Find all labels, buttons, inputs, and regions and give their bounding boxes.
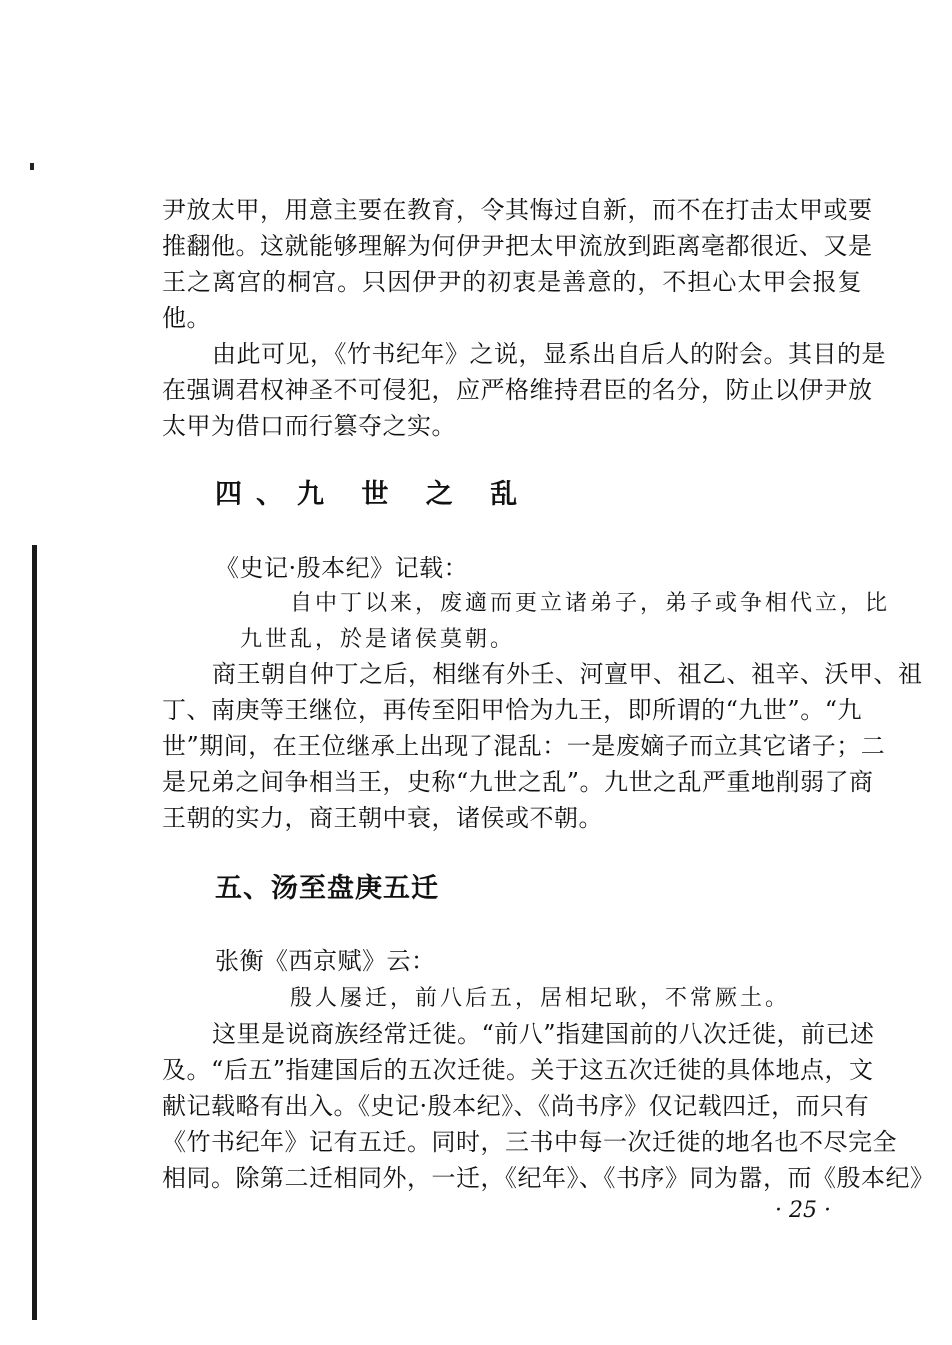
body-line: 这里是说商族经常迁徙。“前八”指建国前的八次迁徙，前已述 <box>212 1020 875 1048</box>
body-line: 商王朝自仲丁之后，相继有外壬、河亶甲、祖乙、祖辛、沃甲、祖 <box>212 660 923 688</box>
body-line: 太甲为借口而行篡夺之实。 <box>162 412 456 440</box>
body-line: 丁、南庚等王继位，再传至阳甲恰为九王，即所谓的“九世”。“九 <box>162 696 862 724</box>
page-number: · 25 · <box>775 1198 831 1223</box>
section-heading: 五、汤至盘庚五迁 <box>215 873 439 904</box>
body-line: 是兄弟之间争相当王，史称“九世之乱”。九世之乱严重地削弱了商 <box>162 768 874 796</box>
body-line: 《竹书纪年》记有五迁。同时，三书中每一次迁徙的地名也不尽完全 <box>162 1128 897 1156</box>
body-line: 王之离宫的桐宫。只因伊尹的初衷是善意的，不担心太甲会报复 <box>162 268 862 296</box>
body-line: 相同。除第二迁相同外，一迁，《纪年》、《书序》同为嚣，而《殷本纪》 <box>162 1164 935 1192</box>
body-line: 他。 <box>162 304 211 332</box>
block-quote-line: 九世乱，於是诸侯莫朝。 <box>240 627 516 652</box>
scan-speck <box>30 163 34 170</box>
citation-lead: 张衡《西京赋》云： <box>215 947 436 975</box>
body-line: 世”期间，在王位继承上出现了混乱：一是废嫡子而立其它诸子；二 <box>162 732 886 760</box>
section-heading: 四、九 世 之 乱 <box>215 479 532 510</box>
body-line: 推翻他。这就能够理解为何伊尹把太甲流放到距离亳都很近、又是 <box>162 232 873 260</box>
citation-lead: 《史记·殷本纪》记载： <box>215 554 469 582</box>
body-line: 献记载略有出入。《史记·殷本纪》、《尚书序》仅记载四迁，而只有 <box>162 1092 870 1120</box>
block-quote-line: 自中丁以来，废適而更立诸弟子，弟子或争相代立，比 <box>290 591 891 616</box>
scan-binding-edge <box>32 545 37 1320</box>
body-line: 王朝的实力，商王朝中衰，诸侯或不朝。 <box>162 804 603 832</box>
body-line: 尹放太甲，用意主要在教育，令其悔过自新，而不在打击太甲或要 <box>162 196 873 224</box>
block-quote-line: 殷人屡迁，前八后五，居相圮耿，不常厥土。 <box>290 986 791 1011</box>
body-line: 在强调君权神圣不可侵犯，应严格维持君臣的名分，防止以伊尹放 <box>162 376 873 404</box>
body-line: 及。“后五”指建国后的五次迁徙。关于这五次迁徙的具体地点，文 <box>162 1056 874 1084</box>
body-line: 由此可见，《竹书纪年》之说，显系出自后人的附会。其目的是 <box>212 340 886 368</box>
